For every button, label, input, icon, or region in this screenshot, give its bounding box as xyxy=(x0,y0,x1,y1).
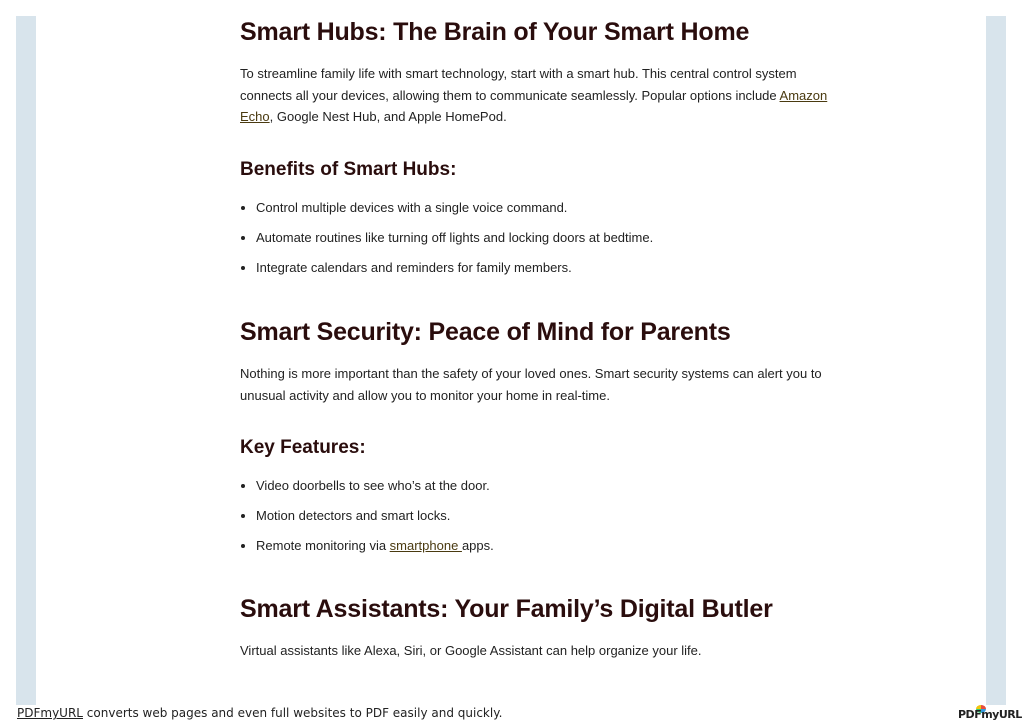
features-list xyxy=(240,476,856,556)
list-item: • Integrate calendars and reminders for family members. xyxy=(256,258,856,278)
smartphone-link[interactable]: smartphone xyxy=(389,538,462,553)
smart-security-intro: Nothing is more important than the safety of your loved ones. Smart security systems can alert you to unusual activity and allow you to monitor your home in real-time. xyxy=(240,366,822,403)
subheading-benefits: Benefits of Smart Hubs: xyxy=(240,159,457,180)
footer-message: converts web pages and even full websites to PDF easily and quickly. xyxy=(82,706,503,720)
footer-bar xyxy=(0,705,1023,723)
intro-text: To streamline family life with smart technology, start with a smart hub. This central control system connects all your devices, allowing them to communicate seamlessly. Popular options include xyxy=(240,66,797,103)
subheading-key-features: Key Features: xyxy=(240,437,366,458)
amazon-echo-link[interactable]: Amazon Echo xyxy=(240,87,828,124)
pdfmyurl-link[interactable]: PDFmyURL xyxy=(17,706,83,720)
list-item-text: Remote monitoring via xyxy=(256,538,390,553)
page xyxy=(36,16,986,705)
section-heading-smart-assistants: Smart Assistants: Your Family’s Digital Butler xyxy=(240,595,773,623)
smart-assistants-intro: Virtual assistants like Alexa, Siri, or Google Assistant can help organize your life. xyxy=(240,643,702,658)
section-heading-smart-hubs: Smart Hubs: The Brain of Your Smart Home xyxy=(240,18,750,46)
list-item: • Automate routines like turning off lights and locking doors at bedtime. xyxy=(256,228,856,248)
list-item xyxy=(256,536,856,556)
list-item: • Video doorbells to see who’s at the door. xyxy=(256,476,856,496)
list-item-text-after: apps. xyxy=(461,538,494,553)
intro-text-after: , Google Nest Hub, and Apple HomePod. xyxy=(269,109,507,124)
smart-hubs-intro xyxy=(240,63,850,128)
list-item: • Motion detectors and smart locks. xyxy=(256,506,856,526)
benefits-list xyxy=(240,198,856,278)
list-item: • Control multiple devices with a single voice command. xyxy=(256,198,856,218)
footer-text xyxy=(17,706,502,720)
pdfmyurl-logo[interactable]: PDFmyURL xyxy=(958,708,1022,721)
section-heading-smart-security: Smart Security: Peace of Mind for Parents xyxy=(240,318,731,346)
